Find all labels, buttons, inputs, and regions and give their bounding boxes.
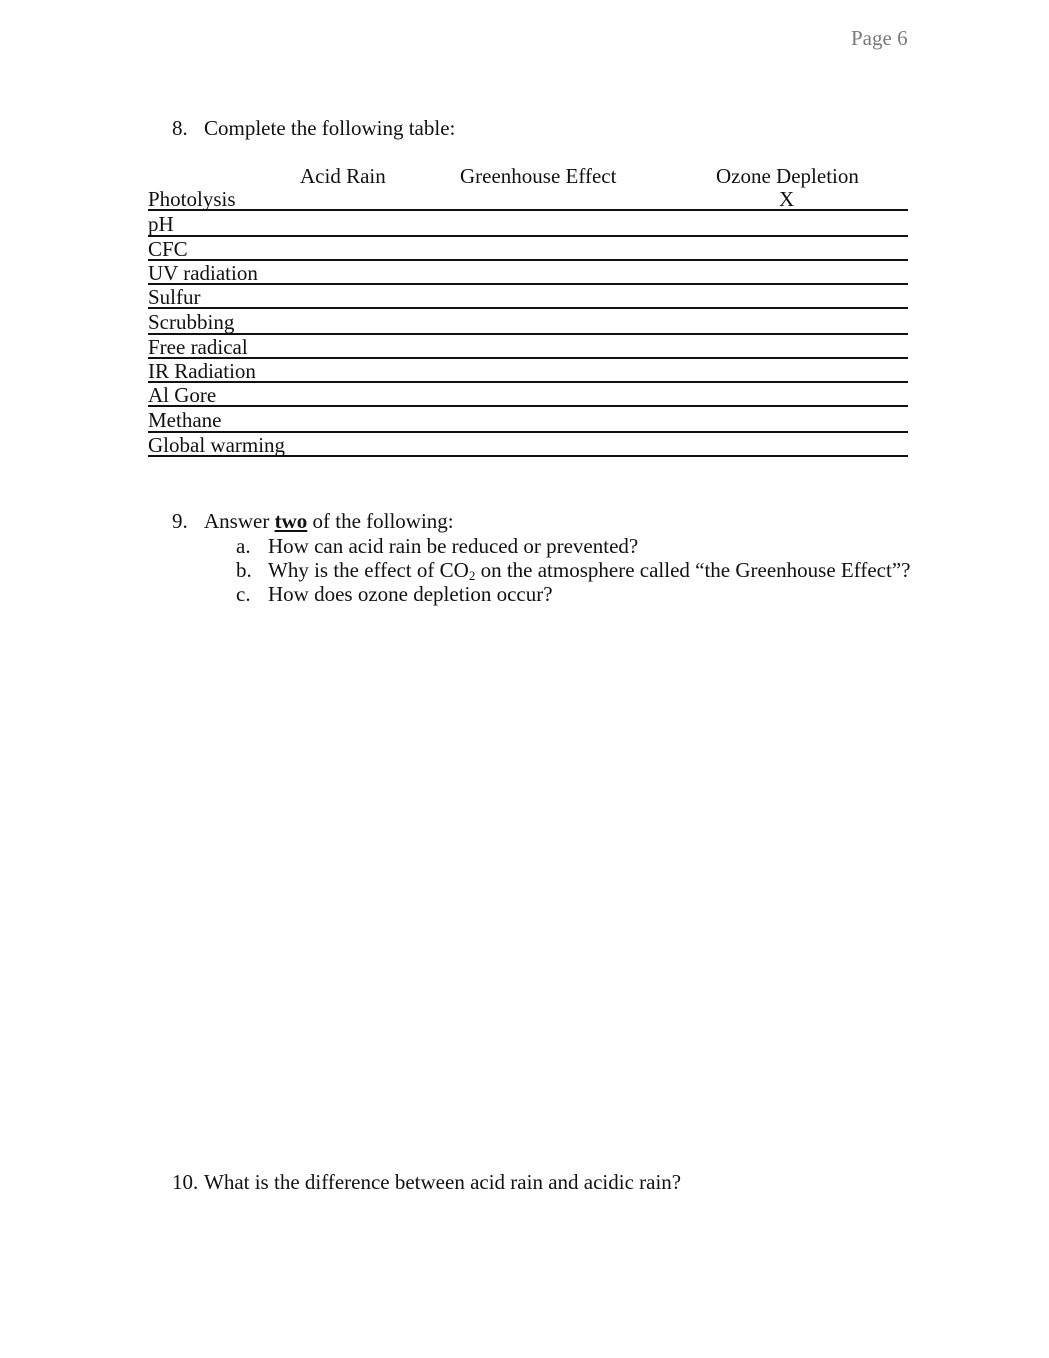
page-number: Page 6 (851, 26, 908, 50)
item-letter: a. (236, 534, 251, 558)
question-10-text: What is the difference between acid rain and acidic rain? (204, 1170, 682, 1194)
question-9-number: 9. (172, 509, 188, 533)
question-9-prompt (172, 508, 910, 534)
item-text: How does ozone depletion occur? (268, 582, 553, 606)
table-row (148, 336, 908, 359)
list-item (172, 534, 910, 558)
column-header-acid-rain: Acid Rain (300, 164, 386, 188)
prompt-text: of the following: (307, 509, 454, 533)
row-label: UV radiation (148, 261, 258, 285)
table-row (148, 310, 908, 335)
ozone-depletion-mark: X (779, 187, 795, 211)
item-text: on the atmosphere called “the Greenhouse Effect”? (475, 558, 911, 582)
row-label: Sulfur (148, 285, 201, 309)
item-text: How can acid rain be reduced or prevented? (268, 534, 639, 558)
question-8-number: 8. (172, 116, 188, 140)
row-label: CFC (148, 237, 188, 261)
row-label: IR Radiation (148, 359, 256, 383)
table-row (148, 384, 908, 407)
table-row (148, 262, 908, 285)
row-label: Scrubbing (148, 310, 235, 334)
table-row (148, 212, 908, 237)
column-header-greenhouse-effect: Greenhouse Effect (460, 164, 617, 188)
table-row (148, 286, 908, 309)
row-label: Photolysis (148, 187, 236, 211)
prompt-text: Answer (204, 509, 275, 533)
subscript: 2 (468, 568, 476, 583)
table-row (148, 360, 908, 383)
concept-table (148, 188, 908, 458)
question-9 (172, 508, 910, 606)
row-label: Al Gore (148, 383, 217, 407)
row-label: pH (148, 212, 174, 236)
item-text: Why is the effect of CO (268, 558, 469, 582)
table-row (148, 434, 908, 457)
table-row (148, 188, 908, 211)
question-8-prompt: Complete the following table: (204, 116, 456, 140)
item-letter: c. (236, 582, 251, 606)
list-item (172, 582, 910, 606)
item-letter: b. (236, 558, 252, 582)
column-header-ozone-depletion: Ozone Depletion (716, 164, 859, 188)
row-label: Free radical (148, 335, 248, 359)
row-label: Methane (148, 408, 222, 432)
table-row (148, 408, 908, 433)
prompt-emphasis: two (274, 509, 308, 533)
table-row (148, 238, 908, 261)
question-8 (172, 116, 455, 141)
question-10-number: 10. (172, 1170, 199, 1194)
question-10 (172, 1170, 681, 1195)
row-label: Global warming (148, 433, 286, 457)
list-item (172, 558, 910, 582)
